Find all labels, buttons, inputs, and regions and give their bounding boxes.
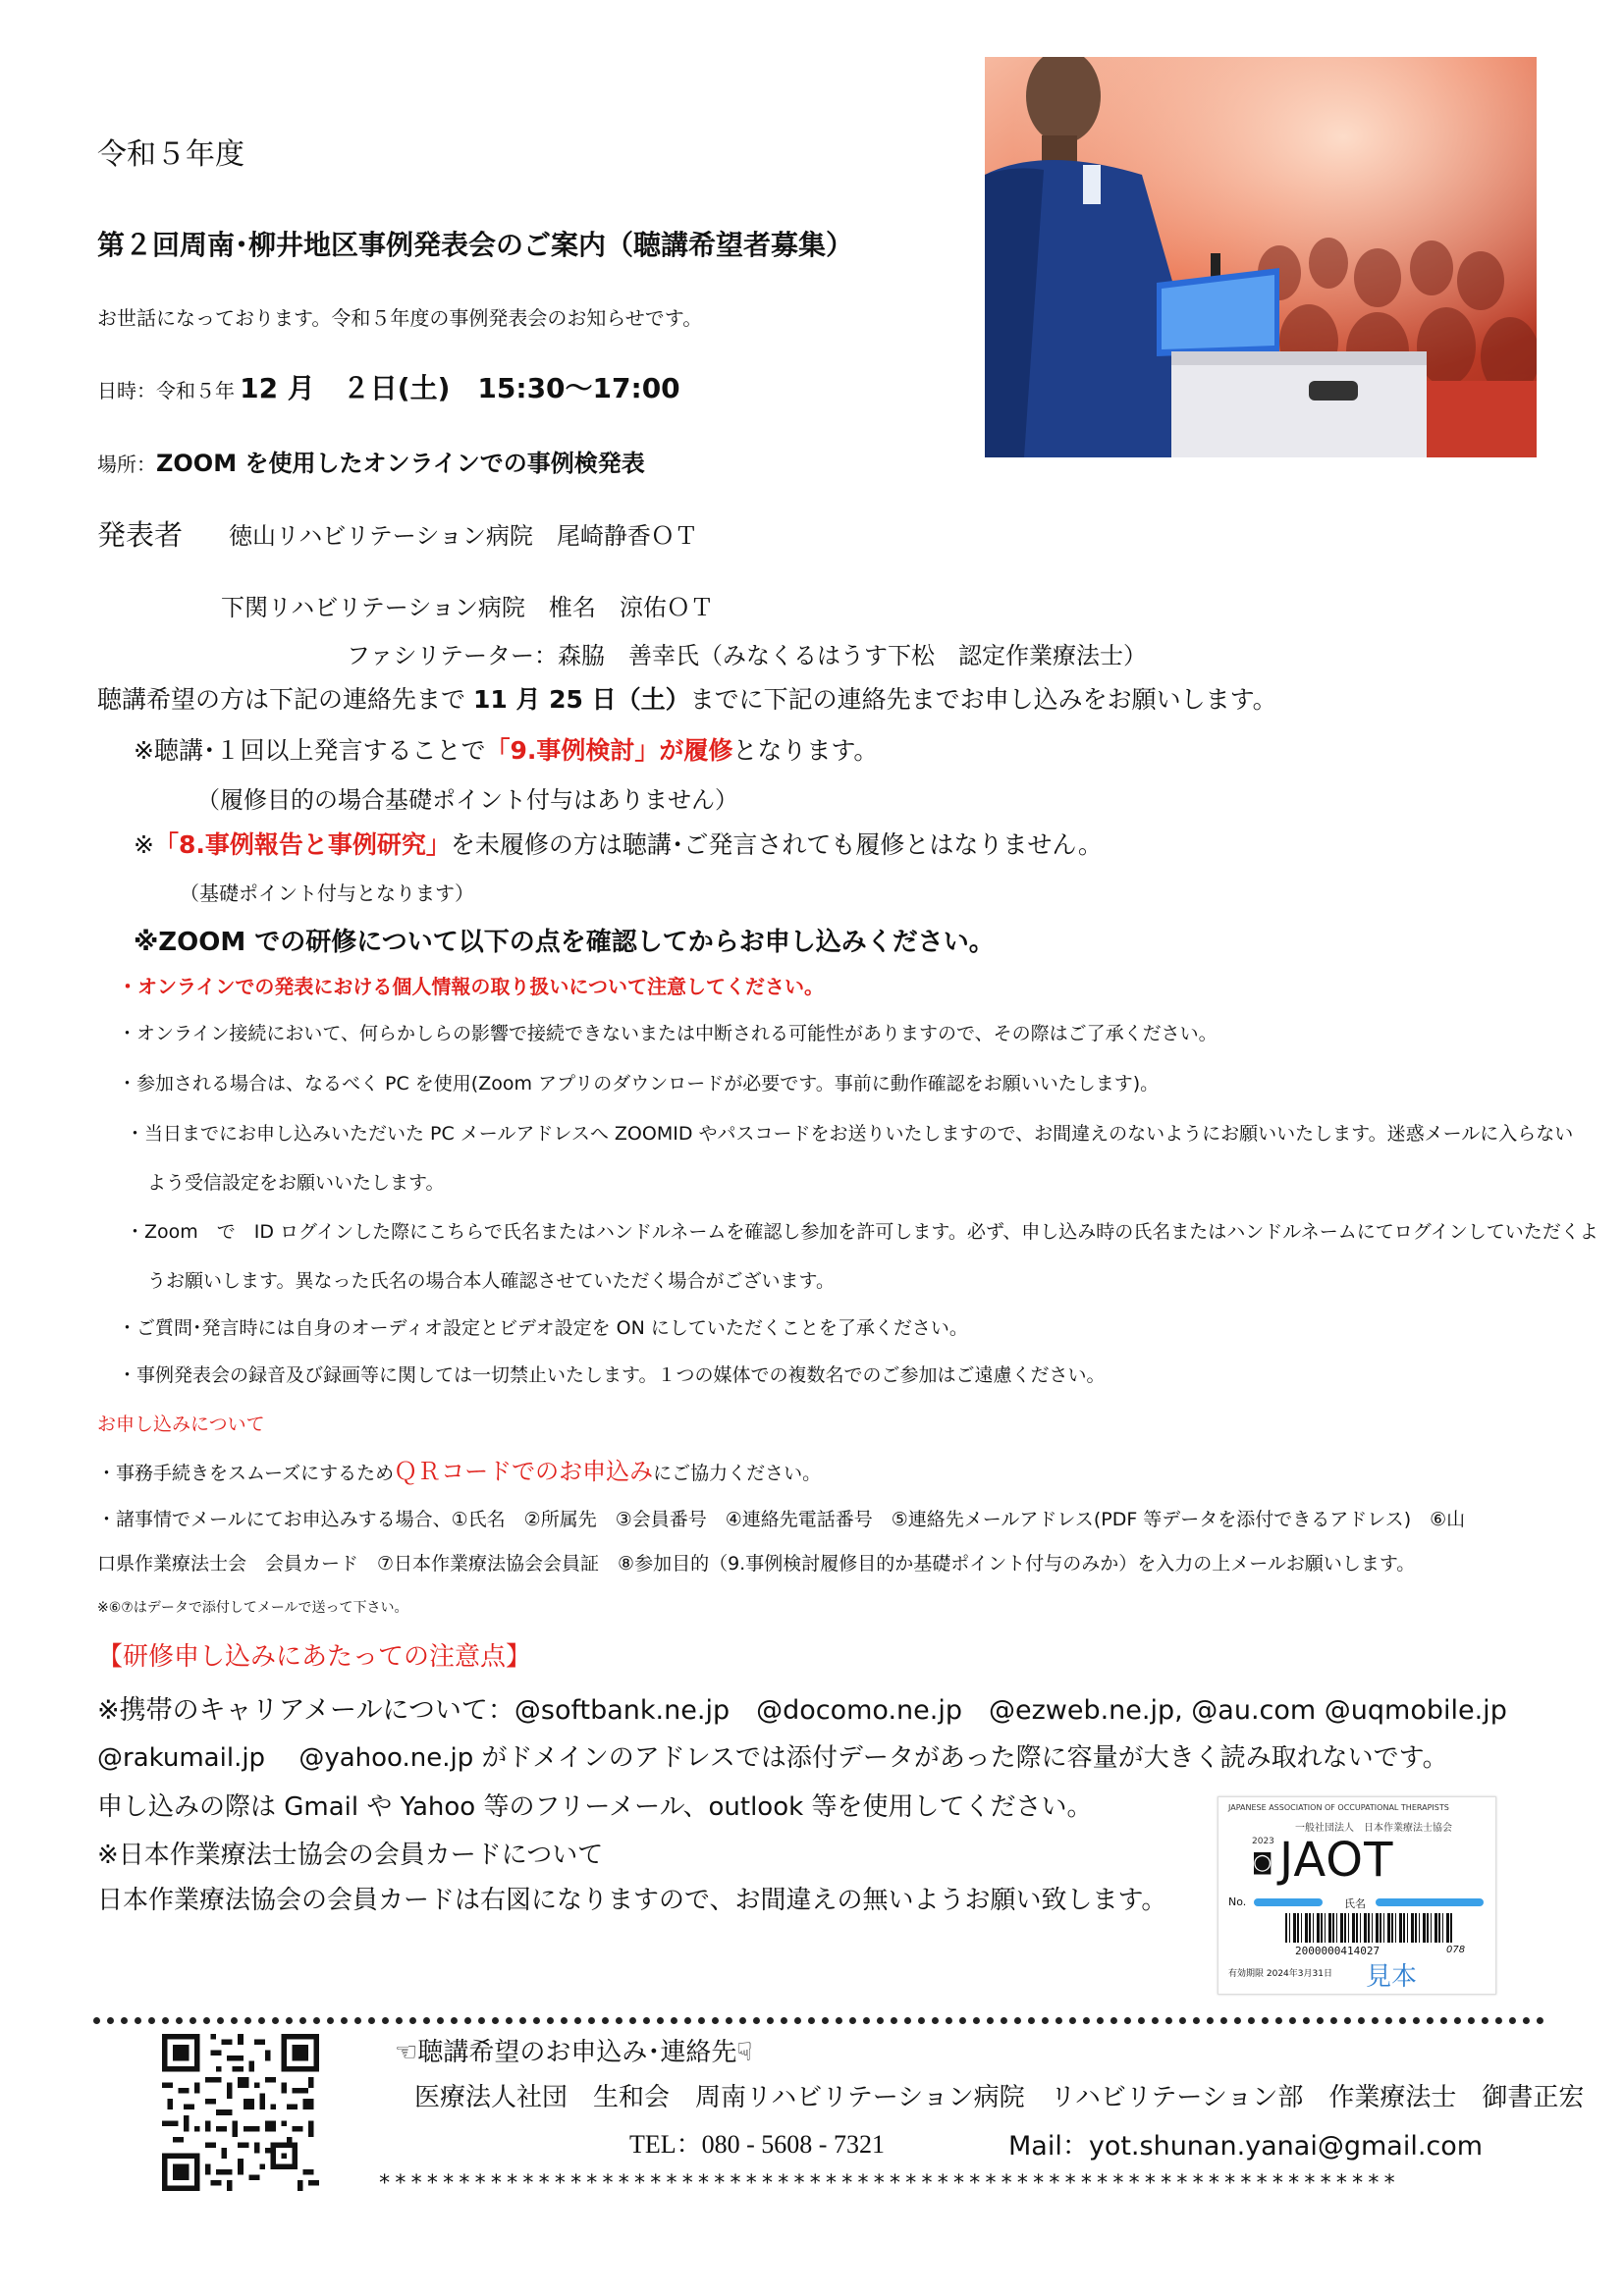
contact-mail[interactable]: Mail：yot.shunan.yanai@gmail.com <box>1008 2131 1484 2162</box>
card-logo: JAOT <box>1279 1833 1394 1888</box>
caution-line: 日本作業療法協会の会員カードは右図になりますので、お間違えの無いようお願い致します。 <box>97 1886 1167 1915</box>
caution-line: 申し込みの際は Gmail や Yahoo 等のフリーメール、outlook 等を使用してください。 <box>97 1792 1093 1822</box>
presenter-2: 下関リハビリテーション病院 椎名 涼佑ＯＴ <box>221 594 714 621</box>
apply-heading: お申し込みについて <box>97 1414 265 1435</box>
deadline-before: 聴講希望の方は下記の連絡先まで <box>97 685 473 714</box>
note-2-red: 「8.事例報告と事例研究」 <box>153 830 451 859</box>
apply-mail-line-1: ・諸事情でメールにてお申込みする場合、①氏名 ②所属先 ③会員番号 ④連絡先電話番号 ⑤連絡先メールアドレス(PDF 等データを添付できるアドレス) ⑥山 <box>97 1509 1466 1530</box>
logo-mark-icon: ◙ <box>1252 1850 1273 1875</box>
contact-org: 医療法人社団 生和会 周南リハビリテーション病院 リハビリテーション部 作業療法士 御書正宏 <box>414 2083 1585 2112</box>
caution-line: ※携帯のキャリアメールについて：@softbank.ne.jp @docomo.ne.jp @ezweb.ne.jp, @au.com @uqmobile.jp <box>97 1695 1507 1726</box>
presenter-1: 徳山リハビリテーション病院 尾崎静香ＯＴ <box>229 522 698 550</box>
presenters-label: 発表者 <box>97 518 184 552</box>
contact-tel[interactable]: TEL：080 ‐ 5608 ‐ 7321 <box>629 2130 885 2159</box>
qr-code[interactable] <box>162 2034 319 2191</box>
card-name-label: 氏名 <box>1344 1897 1366 1910</box>
page-title: 第２回周南･柳井地区事例発表会のご案内（聴講希望者募集） <box>97 229 854 261</box>
contact-heading-row <box>395 2032 752 2068</box>
pointing-hand-down-icon: ☟ <box>736 2038 753 2067</box>
barcode <box>1285 1913 1452 1943</box>
greeting: お世話になっております。令和５年度の事例発表会のお知らせです。 <box>97 306 703 330</box>
stars-divider: **************************************************************** <box>378 2171 1399 2196</box>
zoom-item: ・オンライン接続において、何らかしらの影響で接続できないまたは中断される可能性がありますので、その際はご了承ください。 <box>118 1023 1218 1044</box>
deadline-date: 11 月 25 日（土） <box>472 685 690 714</box>
note-2-sub: （基礎ポイント付与となります） <box>180 881 474 905</box>
card-no-label: No. <box>1228 1896 1247 1908</box>
apply-qr-red: ＱＲコードでのお申込み <box>394 1458 654 1485</box>
note-1-sub: （履修目的の場合基礎ポイント付与はありません） <box>196 786 738 814</box>
card-barcode-suffix: 078 <box>1446 1945 1466 1955</box>
card-sub: JAPANESE ASSOCIATION OF OCCUPATIONAL THERAPISTS <box>1228 1803 1449 1812</box>
note-2-before: ※ <box>134 830 154 859</box>
section-divider <box>93 2017 1544 2024</box>
card-sample-stamp: 見本 <box>1366 1962 1418 1992</box>
place-label: 場所： <box>97 453 156 476</box>
zoom-item-cont: よう受信設定をお願いいたします。 <box>147 1172 445 1194</box>
datetime-prefix: 令和５年 <box>156 379 235 402</box>
apply-qr-before: ・事務手続きをスムーズにするため <box>97 1463 395 1484</box>
place <box>97 444 645 478</box>
contact-heading: 聴講希望のお申込み･連絡先 <box>417 2038 737 2067</box>
zoom-item: ・当日までにお申し込みいただいた PC メールアドレスへ ZOOMID やパスコードをお送りいたしますので、お間違えのないようにお願いいたします。迷惑メールに入らない <box>126 1123 1574 1145</box>
note-1-before: ※聴講･１回以上発言することで <box>134 736 486 765</box>
card-barcode-num: 2000000414027 <box>1295 1945 1380 1957</box>
pointing-hand-right-icon: ☜ <box>395 2038 418 2067</box>
zoom-heading: ※ZOOM での研修について以下の点を確認してからお申し込みください。 <box>134 928 995 957</box>
apply-mail-line-2: 口県作業療法士会 会員カード ⑦日本作業療法協会会員証 ⑧参加目的（9.事例検討履修目的か基礎ポイント付与のみか）を入力の上メールお願いします。 <box>97 1553 1416 1575</box>
speaker-photo <box>985 57 1537 457</box>
zoom-item-cont: うお願いします。異なった氏名の場合本人確認させていただく場合がございます。 <box>147 1270 835 1292</box>
zoom-item: ・事例発表会の録音及び録画等に関しては一切禁止いたします。１つの媒体での複数名でのご参加はご遠慮ください。 <box>118 1364 1106 1386</box>
zoom-item-privacy: ・オンラインでの発表における個人情報の取り扱いについて注意してください。 <box>118 975 824 998</box>
facilitator: ファシリテーター：森脇 善幸氏（みなくるはうす下松 認定作業療法士） <box>347 642 1148 669</box>
datetime-value: 12 月 ２日(土) 15:30～17:00 <box>240 372 680 404</box>
note-1-after: となります。 <box>732 736 879 765</box>
datetime <box>97 367 680 406</box>
deadline-after: までに下記の連絡先までお申し込みをお願いします。 <box>689 685 1277 714</box>
note-1 <box>134 731 878 767</box>
member-card-sample <box>1218 1796 1496 1995</box>
redaction-mark <box>1254 1898 1323 1906</box>
datetime-label: 日時： <box>97 379 156 402</box>
redaction-mark <box>1376 1898 1484 1906</box>
apply-note: ※⑥⑦はデータで添付してメールで送って下さい。 <box>97 1600 408 1616</box>
place-value: ZOOM を使用したオンラインでの事例検発表 <box>156 450 645 477</box>
caution-line: @rakumail.jp @yahoo.ne.jp がドメインのアドレスでは添付データがあった際に容量が大きく読み取れないです。 <box>97 1743 1448 1773</box>
zoom-item: ・参加される場合は、なるべく PC を使用(Zoom アプリのダウンロードが必要です。事前に動作確認をお願いいたします)。 <box>118 1073 1160 1095</box>
note-1-red: 「9.事例検討」が履修 <box>485 736 733 765</box>
apply-qr <box>97 1452 821 1486</box>
caution-heading: 【研修申し込みにあたっての注意点】 <box>97 1642 532 1672</box>
deadline <box>97 680 1277 716</box>
fiscal-year: 令和５年度 <box>97 137 244 172</box>
card-year: 2023 <box>1252 1837 1274 1846</box>
card-expiry: 有効期限 2024年3月31日 <box>1228 1969 1332 1979</box>
note-2 <box>134 826 1103 861</box>
zoom-item: ・ご質問･発言時には自身のオーディオ設定とビデオ設定を ON にしていただくことを了承ください。 <box>118 1317 968 1339</box>
apply-qr-after: にご協力ください。 <box>653 1463 822 1484</box>
note-2-after: を未履修の方は聴講･ご発言されても履修とはなりません。 <box>450 830 1103 859</box>
caution-line: ※日本作業療法士協会の会員カードについて <box>97 1841 604 1870</box>
zoom-item: ・Zoom で ID ログインした際にこちらで氏名またはハンドルネームを確認し参加を許可します。必ず、申し込み時の氏名またはハンドルネームにてログインしていただくよ <box>126 1221 1598 1243</box>
card-header: 一般社団法人 日本作業療法士協会 <box>1295 1823 1452 1834</box>
